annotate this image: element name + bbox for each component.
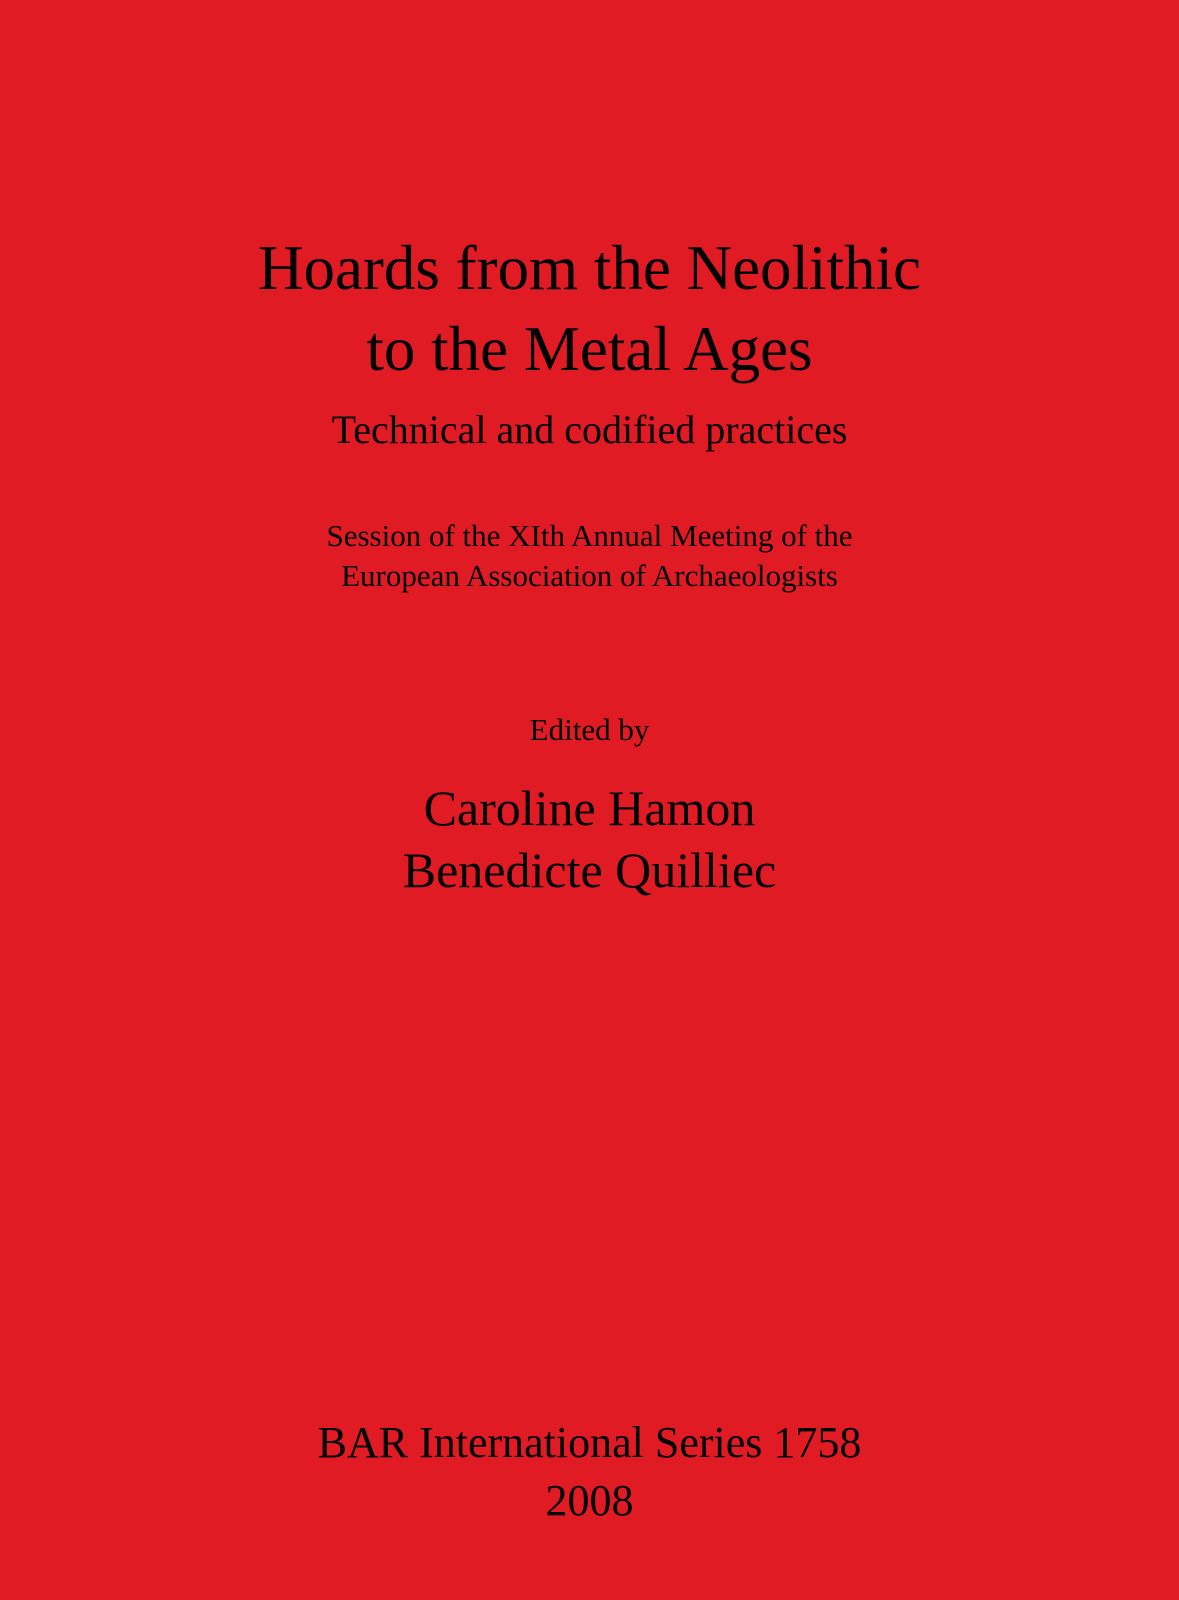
editor-name-1: Caroline Hamon: [423, 780, 756, 836]
publication-year: 2008: [545, 1476, 634, 1525]
title-line-2: to the Metal Ages: [366, 314, 813, 384]
series-name: BAR International Series 1758: [317, 1418, 862, 1467]
editor-name-2: Benedicte Quilliec: [402, 842, 777, 898]
title-line-1: Hoards from the Neolithic: [257, 233, 922, 303]
edited-by-label: Edited by: [529, 712, 650, 747]
subtitle: Technical and codified practices: [331, 407, 848, 452]
session-line-2: European Association of Archaeologists: [341, 558, 838, 593]
session-line-1: Session of the XIth Annual Meeting of the: [326, 518, 853, 553]
